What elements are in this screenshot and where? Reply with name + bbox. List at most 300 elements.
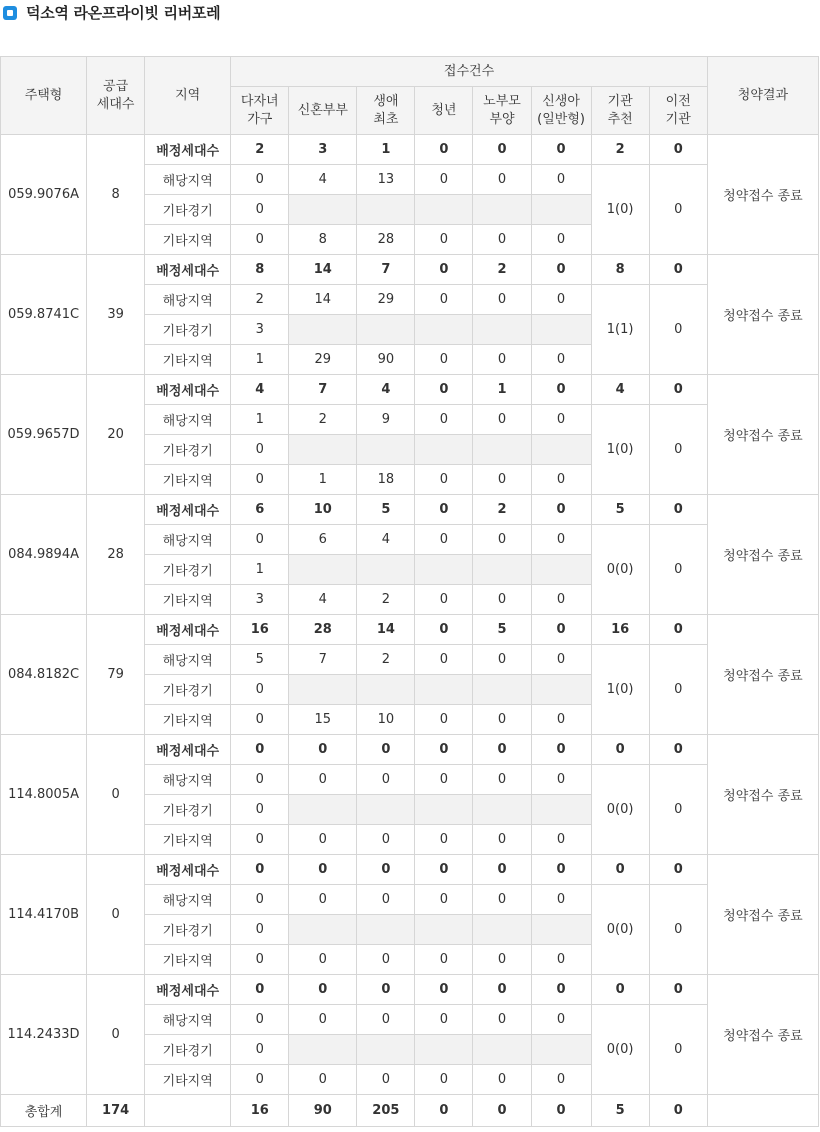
alloc-cell: 0 — [415, 615, 473, 645]
unit-type-cell: 059.8741C — [1, 255, 87, 375]
local-cell: 6 — [289, 525, 357, 555]
row-label-gyeonggi: 기타경기 — [145, 675, 231, 705]
blank-cell — [357, 795, 415, 825]
result-cell: 청약접수 종료 — [707, 375, 818, 495]
alloc-cell: 4 — [231, 375, 289, 405]
result-cell: 청약접수 종료 — [707, 255, 818, 375]
alloc-cell: 0 — [531, 975, 591, 1005]
alloc-cell: 0 — [531, 135, 591, 165]
subheader-text: 다자녀 — [240, 93, 279, 109]
local-cell: 0 — [357, 765, 415, 795]
header-type: 주택형 — [1, 57, 87, 135]
supply-count-cell: 8 — [87, 135, 145, 255]
subheader-7 — [649, 87, 707, 135]
other-cell: 0 — [231, 225, 289, 255]
result-cell: 청약접수 종료 — [707, 135, 818, 255]
subheader-text: 신생아 — [542, 93, 580, 109]
gyeonggi-cell: 0 — [231, 675, 289, 705]
header-result: 청약결과 — [707, 57, 818, 135]
other-cell: 0 — [415, 1065, 473, 1095]
other-cell: 0 — [289, 1065, 357, 1095]
local-cell: 0 — [531, 885, 591, 915]
row-label-alloc: 배정세대수 — [145, 375, 231, 405]
local-cell: 0 — [531, 645, 591, 675]
blank-cell — [289, 795, 357, 825]
alloc-cell: 0 — [415, 975, 473, 1005]
local-cell: 0 — [231, 165, 289, 195]
unit-type-cell: 114.2433D — [1, 975, 87, 1095]
other-cell: 15 — [289, 705, 357, 735]
other-cell: 0 — [289, 945, 357, 975]
blank-cell — [473, 555, 531, 585]
alloc-cell: 5 — [357, 495, 415, 525]
local-cell: 0 — [415, 405, 473, 435]
blank-cell — [531, 315, 591, 345]
alloc-cell: 4 — [357, 375, 415, 405]
alloc-cell: 16 — [591, 615, 649, 645]
subheader-text: 생애 — [373, 93, 399, 109]
total-label: 총합계 — [1, 1095, 87, 1127]
other-cell: 1 — [289, 465, 357, 495]
alloc-cell: 0 — [649, 135, 707, 165]
row-label-other: 기타지역 — [145, 345, 231, 375]
local-cell: 0 — [231, 765, 289, 795]
blank-cell — [473, 435, 531, 465]
subheader-text: 가구 — [247, 111, 273, 127]
blank-cell — [473, 195, 531, 225]
total-supply: 174 — [87, 1095, 145, 1127]
row-label-gyeonggi: 기타경기 — [145, 435, 231, 465]
local-cell: 0 — [473, 1005, 531, 1035]
alloc-cell: 10 — [289, 495, 357, 525]
alloc-cell: 0 — [649, 735, 707, 765]
blank-cell — [415, 1035, 473, 1065]
subheader-text: 추천 — [607, 111, 633, 127]
other-cell: 10 — [357, 705, 415, 735]
subheader-text: (일반형) — [537, 111, 585, 127]
supply-count-cell: 28 — [87, 495, 145, 615]
row-label-other: 기타지역 — [145, 1065, 231, 1095]
institution-cell: 1(0) — [591, 645, 649, 735]
other-cell: 0 — [473, 945, 531, 975]
alloc-cell: 7 — [289, 375, 357, 405]
subheader-6 — [591, 87, 649, 135]
institution-cell: 1(0) — [591, 405, 649, 495]
gyeonggi-cell: 0 — [231, 915, 289, 945]
alloc-cell: 0 — [531, 855, 591, 885]
institution-cell: 1(0) — [591, 165, 649, 255]
table-row — [1, 735, 819, 765]
alloc-cell: 0 — [649, 855, 707, 885]
alloc-cell: 2 — [591, 135, 649, 165]
alloc-cell: 0 — [531, 255, 591, 285]
local-cell: 0 — [473, 525, 531, 555]
alloc-cell: 0 — [591, 975, 649, 1005]
other-cell: 28 — [357, 225, 415, 255]
subheader-text: 기관 — [607, 93, 633, 109]
other-cell: 0 — [289, 825, 357, 855]
total-cell: 0 — [415, 1095, 473, 1127]
institution-cell: 0(0) — [591, 1005, 649, 1095]
gyeonggi-cell: 3 — [231, 315, 289, 345]
subheader-text: 최초 — [373, 111, 399, 127]
row-label-gyeonggi: 기타경기 — [145, 915, 231, 945]
blank-cell — [357, 1035, 415, 1065]
other-cell: 0 — [531, 465, 591, 495]
local-cell: 0 — [415, 1005, 473, 1035]
alloc-cell: 0 — [357, 855, 415, 885]
row-label-other: 기타지역 — [145, 825, 231, 855]
supply-count-cell: 20 — [87, 375, 145, 495]
other-cell: 0 — [415, 585, 473, 615]
blank-cell — [473, 675, 531, 705]
subheader-5 — [531, 87, 591, 135]
blank-cell — [415, 555, 473, 585]
alloc-cell: 0 — [473, 855, 531, 885]
alloc-cell: 0 — [231, 855, 289, 885]
institution-cell: 0(0) — [591, 525, 649, 615]
alloc-cell: 5 — [473, 615, 531, 645]
local-cell: 0 — [473, 885, 531, 915]
blank-cell — [357, 675, 415, 705]
other-cell: 0 — [231, 1065, 289, 1095]
blank-cell — [531, 675, 591, 705]
local-cell: 0 — [289, 765, 357, 795]
table-row — [1, 255, 819, 285]
institution-cell: 1(1) — [591, 285, 649, 375]
alloc-cell: 0 — [649, 495, 707, 525]
other-cell: 3 — [231, 585, 289, 615]
section-header — [0, 0, 820, 56]
local-cell: 0 — [415, 645, 473, 675]
local-cell: 0 — [473, 165, 531, 195]
transfer-cell: 0 — [649, 285, 707, 375]
other-cell: 0 — [357, 945, 415, 975]
alloc-cell: 0 — [231, 975, 289, 1005]
other-cell: 0 — [531, 945, 591, 975]
local-cell: 4 — [357, 525, 415, 555]
result-cell: 청약접수 종료 — [707, 495, 818, 615]
row-label-alloc: 배정세대수 — [145, 735, 231, 765]
other-cell: 0 — [357, 1065, 415, 1095]
other-cell: 0 — [473, 465, 531, 495]
row-label-other: 기타지역 — [145, 465, 231, 495]
local-cell: 0 — [415, 285, 473, 315]
alloc-cell: 0 — [591, 855, 649, 885]
local-cell: 0 — [231, 1005, 289, 1035]
result-cell: 청약접수 종료 — [707, 615, 818, 735]
supply-count-cell: 39 — [87, 255, 145, 375]
row-label-other: 기타지역 — [145, 705, 231, 735]
total-cell: 0 — [649, 1095, 707, 1127]
local-cell: 2 — [357, 645, 415, 675]
blank-cell — [473, 915, 531, 945]
subheader-3 — [415, 87, 473, 135]
subheader-0 — [231, 87, 289, 135]
alloc-cell: 14 — [289, 255, 357, 285]
alloc-cell: 3 — [289, 135, 357, 165]
other-cell: 8 — [289, 225, 357, 255]
local-cell: 0 — [231, 885, 289, 915]
alloc-cell: 8 — [231, 255, 289, 285]
other-cell: 0 — [415, 945, 473, 975]
row-label-gyeonggi: 기타경기 — [145, 315, 231, 345]
blank-cell — [415, 675, 473, 705]
other-cell: 18 — [357, 465, 415, 495]
subheader-text: 기관 — [665, 111, 691, 127]
local-cell: 0 — [473, 645, 531, 675]
total-cell: 90 — [289, 1095, 357, 1127]
blank-cell — [531, 435, 591, 465]
transfer-cell: 0 — [649, 645, 707, 735]
row-label-local: 해당지역 — [145, 405, 231, 435]
alloc-cell: 1 — [357, 135, 415, 165]
local-cell: 0 — [415, 525, 473, 555]
local-cell: 0 — [289, 1005, 357, 1035]
row-label-local: 해당지역 — [145, 885, 231, 915]
square-bullet-icon — [3, 6, 17, 20]
blank-cell — [415, 435, 473, 465]
alloc-cell: 0 — [473, 735, 531, 765]
local-cell: 0 — [531, 285, 591, 315]
blank-cell — [473, 795, 531, 825]
alloc-cell: 0 — [357, 975, 415, 1005]
blank-cell — [473, 315, 531, 345]
total-cell: 0 — [473, 1095, 531, 1127]
blank-cell — [289, 675, 357, 705]
unit-type-cell: 114.8005A — [1, 735, 87, 855]
institution-cell: 0(0) — [591, 885, 649, 975]
row-label-gyeonggi: 기타경기 — [145, 195, 231, 225]
local-cell: 0 — [357, 1005, 415, 1035]
alloc-cell: 0 — [415, 735, 473, 765]
supply-count-cell: 0 — [87, 855, 145, 975]
alloc-cell: 14 — [357, 615, 415, 645]
blank-cell — [357, 435, 415, 465]
other-cell: 2 — [357, 585, 415, 615]
local-cell: 1 — [231, 405, 289, 435]
total-cell: 16 — [231, 1095, 289, 1127]
unit-type-cell: 084.8182C — [1, 615, 87, 735]
alloc-cell: 4 — [591, 375, 649, 405]
unit-type-cell: 084.9894A — [1, 495, 87, 615]
local-cell: 2 — [231, 285, 289, 315]
blank-cell — [415, 315, 473, 345]
transfer-cell: 0 — [649, 165, 707, 255]
total-cell: 205 — [357, 1095, 415, 1127]
total-cell: 5 — [591, 1095, 649, 1127]
local-cell: 0 — [473, 405, 531, 435]
result-cell: 청약접수 종료 — [707, 735, 818, 855]
alloc-cell: 0 — [289, 975, 357, 1005]
table-row — [1, 375, 819, 405]
other-cell: 0 — [415, 825, 473, 855]
alloc-cell: 16 — [231, 615, 289, 645]
total-region-blank — [145, 1095, 231, 1127]
other-cell: 0 — [473, 1065, 531, 1095]
local-cell: 0 — [357, 885, 415, 915]
row-label-local: 해당지역 — [145, 765, 231, 795]
other-cell: 0 — [415, 225, 473, 255]
alloc-cell: 0 — [415, 135, 473, 165]
other-cell: 0 — [473, 585, 531, 615]
blank-cell — [357, 195, 415, 225]
unit-type-cell: 059.9076A — [1, 135, 87, 255]
local-cell: 5 — [231, 645, 289, 675]
table-row — [1, 615, 819, 645]
row-label-local: 해당지역 — [145, 285, 231, 315]
row-label-gyeonggi: 기타경기 — [145, 555, 231, 585]
table-row — [1, 975, 819, 1005]
transfer-cell: 0 — [649, 885, 707, 975]
table-row — [1, 135, 819, 165]
other-cell: 0 — [415, 465, 473, 495]
local-cell: 0 — [289, 885, 357, 915]
other-cell: 0 — [357, 825, 415, 855]
header-supply: 공급 세대수 — [87, 57, 145, 135]
alloc-cell: 5 — [591, 495, 649, 525]
other-cell: 90 — [357, 345, 415, 375]
other-cell: 0 — [531, 345, 591, 375]
row-label-alloc: 배정세대수 — [145, 855, 231, 885]
institution-cell: 0(0) — [591, 765, 649, 855]
subheader-text: 청년 — [431, 102, 457, 118]
row-label-alloc: 배정세대수 — [145, 975, 231, 1005]
alloc-cell: 0 — [415, 495, 473, 525]
row-label-alloc: 배정세대수 — [145, 135, 231, 165]
alloc-cell: 2 — [231, 135, 289, 165]
blank-cell — [531, 915, 591, 945]
alloc-cell: 0 — [415, 255, 473, 285]
header-region: 지역 — [145, 57, 231, 135]
page-title: 덕소역 라온프라이빗 리버포레 — [26, 4, 221, 22]
transfer-cell: 0 — [649, 1005, 707, 1095]
row-label-gyeonggi: 기타경기 — [145, 795, 231, 825]
row-label-other: 기타지역 — [145, 585, 231, 615]
blank-cell — [357, 915, 415, 945]
total-cell: 0 — [531, 1095, 591, 1127]
blank-cell — [531, 555, 591, 585]
result-cell: 청약접수 종료 — [707, 975, 818, 1095]
blank-cell — [415, 195, 473, 225]
alloc-cell: 2 — [473, 255, 531, 285]
local-cell: 0 — [531, 765, 591, 795]
subheader-1 — [289, 87, 357, 135]
other-cell: 0 — [531, 225, 591, 255]
gyeonggi-cell: 1 — [231, 555, 289, 585]
local-cell: 4 — [289, 165, 357, 195]
alloc-cell: 6 — [231, 495, 289, 525]
local-cell: 0 — [531, 405, 591, 435]
blank-cell — [531, 195, 591, 225]
row-label-local: 해당지역 — [145, 645, 231, 675]
gyeonggi-cell: 0 — [231, 1035, 289, 1065]
alloc-cell: 0 — [591, 735, 649, 765]
other-cell: 0 — [473, 825, 531, 855]
other-cell: 0 — [473, 705, 531, 735]
alloc-cell: 0 — [415, 855, 473, 885]
other-cell: 0 — [531, 1065, 591, 1095]
alloc-cell: 0 — [473, 975, 531, 1005]
local-cell: 0 — [473, 285, 531, 315]
local-cell: 0 — [415, 765, 473, 795]
subheader-text: 이전 — [665, 93, 691, 109]
other-cell: 0 — [415, 705, 473, 735]
unit-type-cell: 114.4170B — [1, 855, 87, 975]
transfer-cell: 0 — [649, 525, 707, 615]
subheader-2 — [357, 87, 415, 135]
local-cell: 7 — [289, 645, 357, 675]
alloc-cell: 0 — [289, 855, 357, 885]
other-cell: 0 — [473, 345, 531, 375]
local-cell: 29 — [357, 285, 415, 315]
blank-cell — [289, 315, 357, 345]
blank-cell — [415, 795, 473, 825]
unit-type-cell: 059.9657D — [1, 375, 87, 495]
blank-cell — [531, 795, 591, 825]
supply-count-cell: 0 — [87, 735, 145, 855]
alloc-cell: 0 — [473, 135, 531, 165]
blank-cell — [289, 1035, 357, 1065]
alloc-cell: 7 — [357, 255, 415, 285]
blank-cell — [357, 555, 415, 585]
table-row — [1, 855, 819, 885]
alloc-cell: 28 — [289, 615, 357, 645]
blank-cell — [289, 435, 357, 465]
row-label-local: 해당지역 — [145, 165, 231, 195]
supply-count-cell: 0 — [87, 975, 145, 1095]
local-cell: 2 — [289, 405, 357, 435]
row-label-local: 해당지역 — [145, 1005, 231, 1035]
blank-cell — [289, 915, 357, 945]
alloc-cell: 2 — [473, 495, 531, 525]
row-label-gyeonggi: 기타경기 — [145, 1035, 231, 1065]
blank-cell — [531, 1035, 591, 1065]
local-cell: 0 — [415, 885, 473, 915]
other-cell: 0 — [531, 825, 591, 855]
gyeonggi-cell: 0 — [231, 795, 289, 825]
alloc-cell: 0 — [649, 255, 707, 285]
local-cell: 13 — [357, 165, 415, 195]
local-cell: 0 — [473, 765, 531, 795]
other-cell: 0 — [531, 585, 591, 615]
other-cell: 0 — [231, 705, 289, 735]
local-cell: 14 — [289, 285, 357, 315]
alloc-cell: 0 — [649, 375, 707, 405]
alloc-cell: 0 — [357, 735, 415, 765]
subscription-result-table — [0, 56, 819, 1127]
alloc-cell: 0 — [649, 975, 707, 1005]
local-cell: 0 — [531, 525, 591, 555]
table-row — [1, 495, 819, 525]
total-row — [1, 1095, 819, 1127]
total-result-blank — [707, 1095, 818, 1127]
alloc-cell: 0 — [531, 615, 591, 645]
blank-cell — [289, 555, 357, 585]
transfer-cell: 0 — [649, 405, 707, 495]
other-cell: 0 — [473, 225, 531, 255]
alloc-cell: 8 — [591, 255, 649, 285]
row-label-other: 기타지역 — [145, 225, 231, 255]
subheader-text: 신혼부부 — [297, 102, 348, 118]
alloc-cell: 0 — [289, 735, 357, 765]
subheader-text: 노부모 — [483, 93, 521, 109]
gyeonggi-cell: 0 — [231, 195, 289, 225]
subheader-4 — [473, 87, 531, 135]
header-apply-count: 접수건수 — [231, 57, 708, 87]
local-cell: 0 — [415, 165, 473, 195]
blank-cell — [473, 1035, 531, 1065]
